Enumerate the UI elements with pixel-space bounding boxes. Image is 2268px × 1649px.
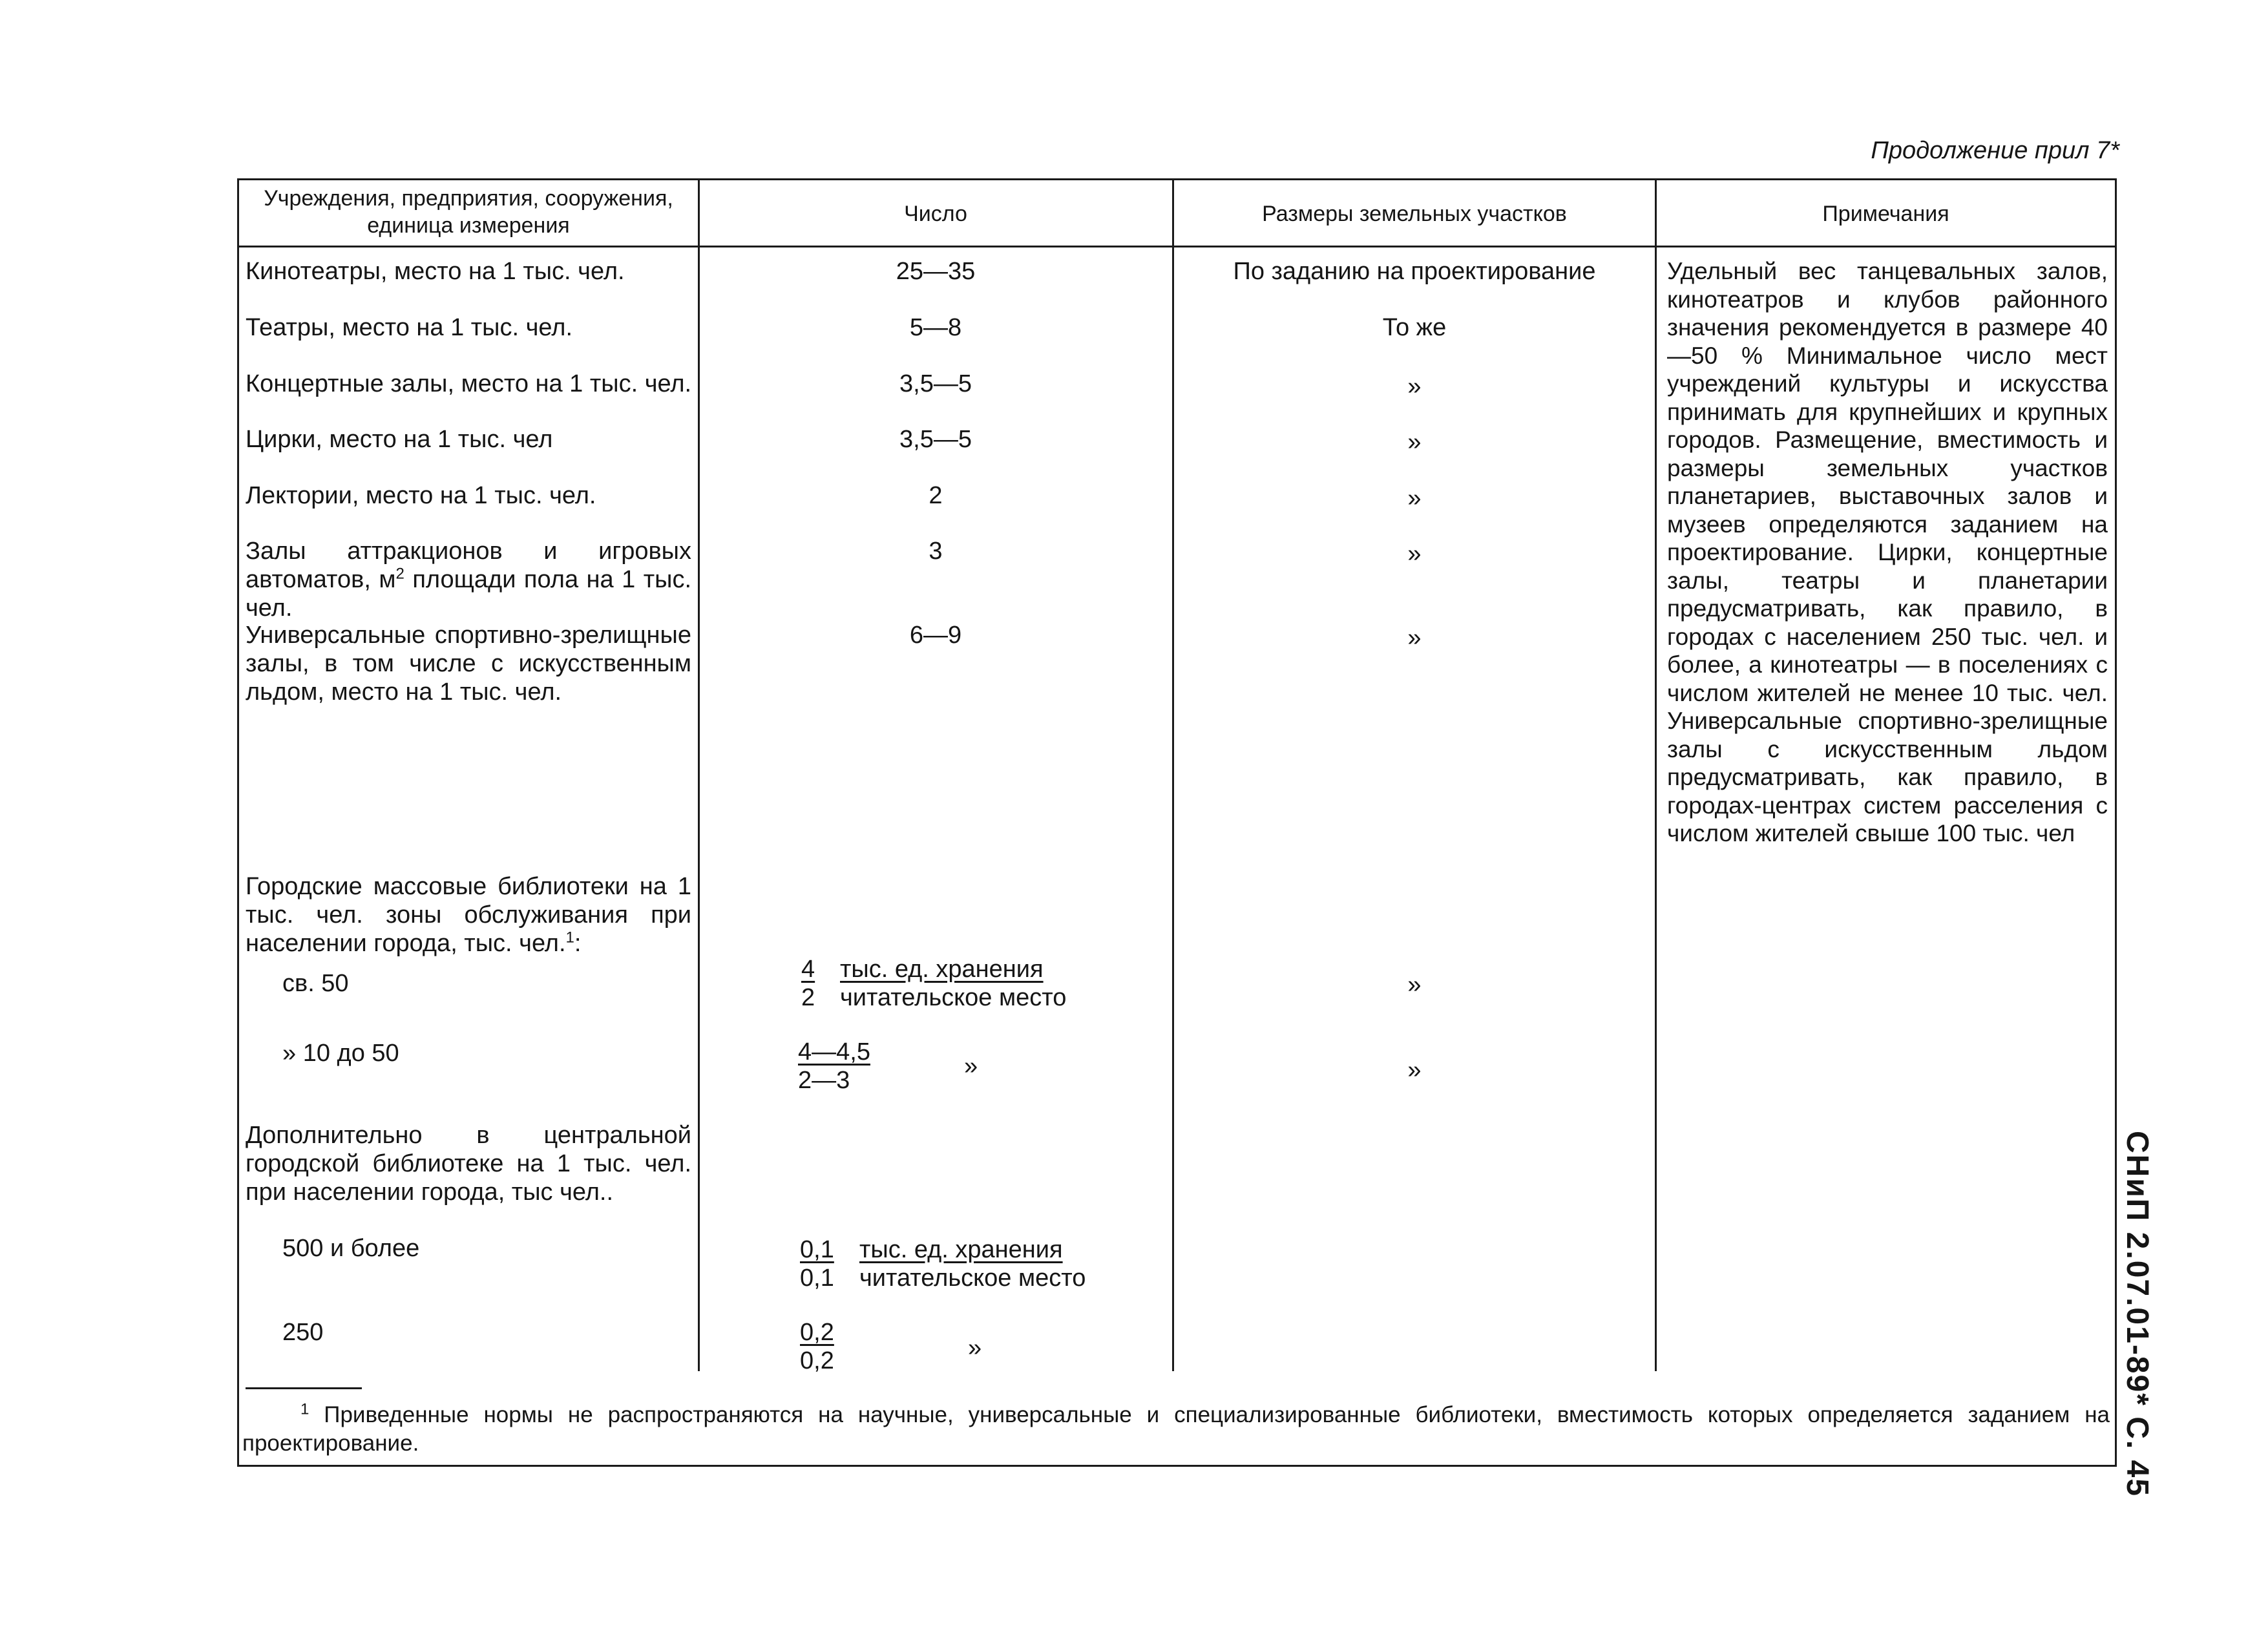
row-sports-halls-number: 6—9 <box>909 622 962 649</box>
column-header-plot-size: Размеры земельных участков <box>1262 202 1567 226</box>
row-theatres-name: Театры, место на 1 тыс. чел. <box>246 314 573 341</box>
central-library-row-1-unit-top: тыс. ед. хранения <box>859 1236 1063 1263</box>
header-divider <box>237 246 2117 247</box>
document-code-side-label: СНиП 2.07.01-89* С. 45 <box>2120 1131 2154 1497</box>
libraries-row-1-num-top: 4 <box>801 956 815 983</box>
libraries-row-1-num-bottom: 2 <box>801 984 815 1011</box>
row-cinemas-plot: По заданию на проектирование <box>1233 258 1596 285</box>
column-header-number: Число <box>904 202 967 226</box>
libraries-row-1-unit-bottom: читательское место <box>840 984 1067 1011</box>
column-header-institution: Учреждения, предприятия, сооружения, единица измерения <box>264 186 673 238</box>
row-lectures-number: 2 <box>929 482 943 509</box>
column-header-notes: Примечания <box>1822 202 1949 226</box>
central-library-row-2-ditto: » <box>968 1334 982 1361</box>
row-cinemas-name: Кинотеатры, место на 1 тыс. чел. <box>246 258 625 285</box>
libraries-row-2-label: » 10 до 50 <box>282 1040 399 1067</box>
row-attractions-plot: » <box>1407 540 1422 567</box>
row-concert-halls-number: 3,5—5 <box>899 370 972 397</box>
row-sports-halls-plot: » <box>1407 624 1422 651</box>
row-concert-halls-name: Концертные залы, место на 1 тыс. чел. <box>246 370 692 397</box>
row-circuses-name: Цирки, место на 1 тыс. чел <box>246 426 553 453</box>
row-concert-halls-plot: » <box>1407 373 1422 400</box>
column-divider-1 <box>698 178 700 1371</box>
row-attractions-number: 3 <box>929 538 943 565</box>
libraries-row-2-ditto: » <box>964 1053 978 1080</box>
central-library-row-1-num-bottom: 0,1 <box>800 1265 834 1292</box>
row-lectures-name: Лектории, место на 1 тыс. чел. <box>246 482 596 509</box>
row-sports-halls-name: Универсальные спортивно-зрелищные залы, в том числе с искусственным льдом, место на 1 тыс. чел. <box>246 622 691 706</box>
central-library-row-1-unit-bottom: читательское место <box>859 1265 1086 1292</box>
footnote: $^1$ Приведенные нормы не распространяются на научные, универсальные и специализированные библиотеки, вместимость которых определяется заданием на проектирование. <box>242 1400 2110 1456</box>
row-circuses-plot: » <box>1407 428 1422 456</box>
libraries-row-1-label: св. 50 <box>282 970 349 997</box>
row-theatres-number: 5—8 <box>909 314 962 341</box>
libraries-title: Городские массовые библиотеки на 1 тыс. чел. зоны обслуживания при населении города, тыс. чел.$^1$: <box>246 873 691 957</box>
central-library-row-2-num-top: 0,2 <box>800 1319 834 1346</box>
row-cinemas-number: 25—35 <box>896 258 976 285</box>
column-divider-3 <box>1655 178 1657 1371</box>
central-library-row-2-num-bottom: 0,2 <box>800 1347 834 1374</box>
row-theatres-plot: То же <box>1382 314 1447 341</box>
row-circuses-number: 3,5—5 <box>899 426 972 453</box>
libraries-row-2-num-bottom: 2—3 <box>798 1067 850 1094</box>
footnote-rule <box>246 1387 362 1389</box>
central-library-row-1-label: 500 и более <box>282 1235 420 1262</box>
libraries-row-1-unit-top: тыс. ед. хранения <box>840 956 1044 983</box>
central-library-row-1-num-top: 0,1 <box>800 1236 834 1263</box>
libraries-row-2-plot: » <box>1407 1056 1422 1084</box>
row-attractions-name: Залы аттракционов и игровых автоматов, $м^2$ площади пола на 1 тыс. чел. <box>246 538 692 622</box>
central-library-row-2-label: 250 <box>282 1319 324 1346</box>
column-divider-2 <box>1172 178 1174 1371</box>
row-lectures-plot: » <box>1407 485 1422 512</box>
libraries-row-1-plot: » <box>1407 971 1422 998</box>
notes-text: Удельный вес танцевальных залов, кинотеатров и клубов районного значения рекомендуется в размере 40—50 % Минимальное число мест учреждений культуры и искусства принимать для крупнейших и крупных городов. Размещение, вместимость и размеры земельных участков планетариев, выставочных залов и музеев определяются заданием на проектирование. Цирки, концертные залы, театры и планетарии предусматривать, как правило, в городах с населением 250 тыс. чел. и более, а кинотеатры — в поселениях с числом жителей не менее 10 тыс. чел. Универсальные спортивно-зрелищные залы с искусственным льдом предусматривать, как правило, в городах-центрах систем расселения с числом жителей свыше 100 тыс. чел <box>1667 258 2108 846</box>
central-library-title: Дополнительно в центральной городской библиотеке на 1 тыс. чел. при населении города, тыс чел.. <box>246 1122 691 1206</box>
libraries-row-2-num-top: 4—4,5 <box>798 1038 870 1066</box>
continuation-heading: Продолжение прил 7* <box>1871 137 2119 164</box>
